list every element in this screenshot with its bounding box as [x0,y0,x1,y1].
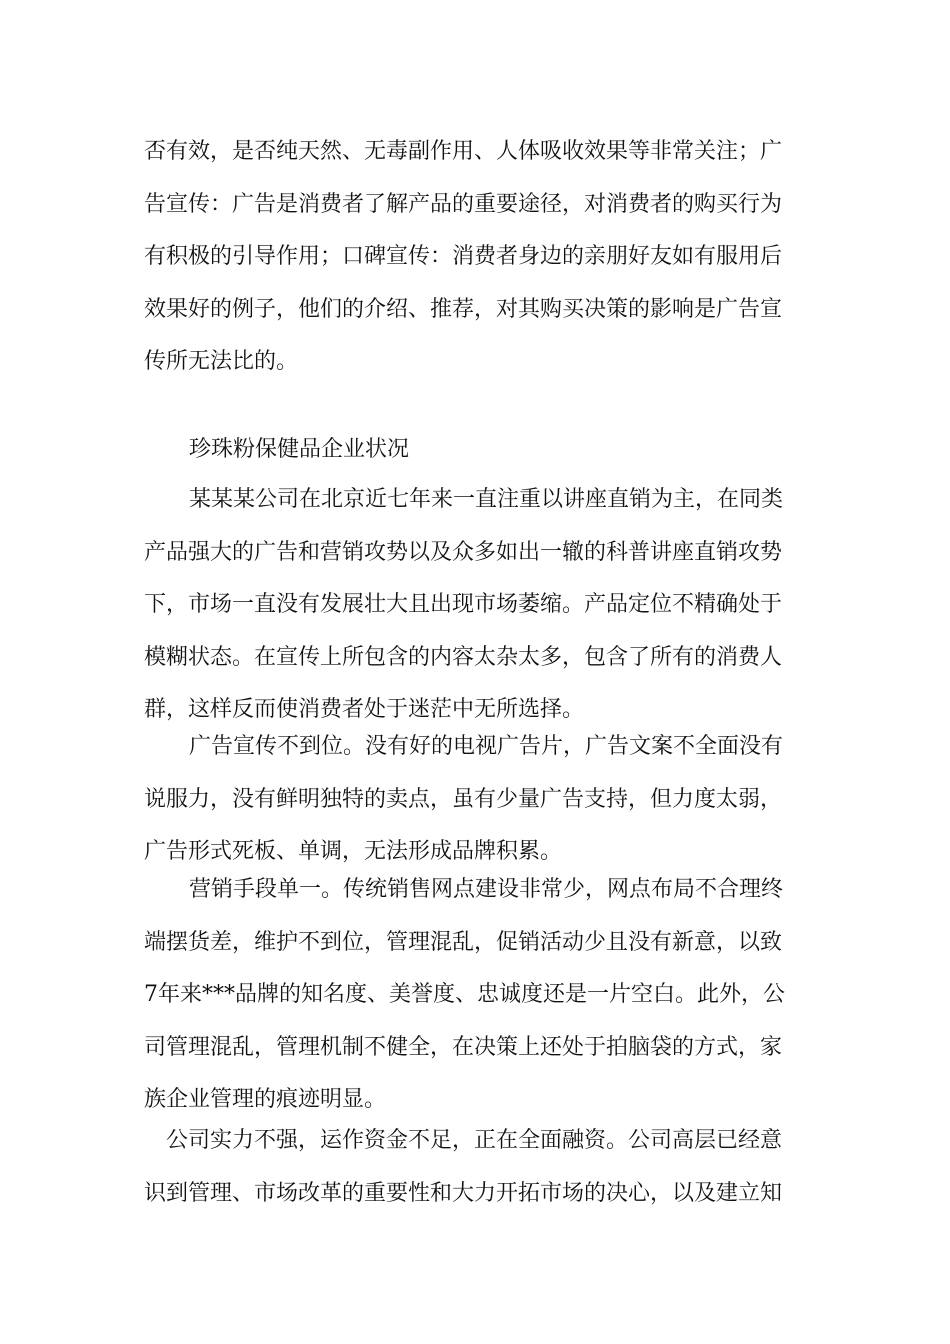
paragraph-line: 端摆货差，维护不到位，管理混乱，促销活动少且没有新意，以致 [144,929,783,955]
paragraph-line: 司管理混乱，管理机制不健全，在决策上还处于拍脑袋的方式，家 [144,1034,783,1060]
paragraph-line: 效果好的例子，他们的介绍、推荐，对其购买决策的影响是广告宣 [144,296,783,322]
paragraph-line: 说服力，没有鲜明独特的卖点，虽有少量广告支持，但力度太弱， [144,786,783,812]
paragraph-line: 传所无法比的。 [144,349,299,374]
paragraph-line: 营销手段单一。传统销售网点建设非常少，网点布局不合理终 [189,877,784,902]
paragraph-line: 广告宣传不到位。没有好的电视广告片，广告文案不全面没有 [189,734,784,759]
paragraph-line: 族企业管理的痕迹明显。 [144,1087,387,1112]
paragraph-line: 识到管理、市场改革的重要性和大力开拓市场的决心，以及建立知 [144,1180,783,1206]
paragraph-line: 有积极的引导作用；口碑宣传：消费者身边的亲朋好友如有服用后 [144,244,783,269]
paragraph-line: 下，市场一直没有发展壮大且出现市场萎缩。产品定位不精确处于 [144,592,783,617]
paragraph-2 [144,474,806,737]
section-heading [144,424,806,477]
paragraph-line: 广告形式死板、单调，无法形成品牌积累。 [144,839,563,864]
paragraph-line: 7年来***品牌的知名度、美誉度、忠诚度还是一片空白。此外，公 [144,982,785,1007]
paragraph-line: 公司实力不强，运作资金不足，正在全面融资。公司高层已经意 [166,1128,783,1153]
heading-text: 珍珠粉保健品企业状况 [189,437,410,462]
paragraph-line: 模糊状态。在宣传上所包含的内容太杂太多，包含了所有的消费人 [144,644,783,670]
paragraph-line: 产品强大的广告和营销攻势以及众多如出一辙的科普讲座直销攻势 [144,539,783,565]
paragraph-4 [144,864,806,1127]
paragraph-3 [144,721,806,879]
paragraph-1 [144,126,806,389]
paragraph-line: 某某某公司在北京近七年来一直注重以讲座直销为主，在同类 [189,487,784,512]
paragraph-line: 告宣传：广告是消费者了解产品的重要途径，对消费者的购买行为 [144,191,783,217]
paragraph-line: 否有效，是否纯天然、无毒副作用、人体吸收效果等非常关注；广 [144,139,783,164]
paragraph-line: 群，这样反而使消费者处于迷茫中无所选择。 [144,697,585,722]
paragraph-5 [144,1115,806,1220]
